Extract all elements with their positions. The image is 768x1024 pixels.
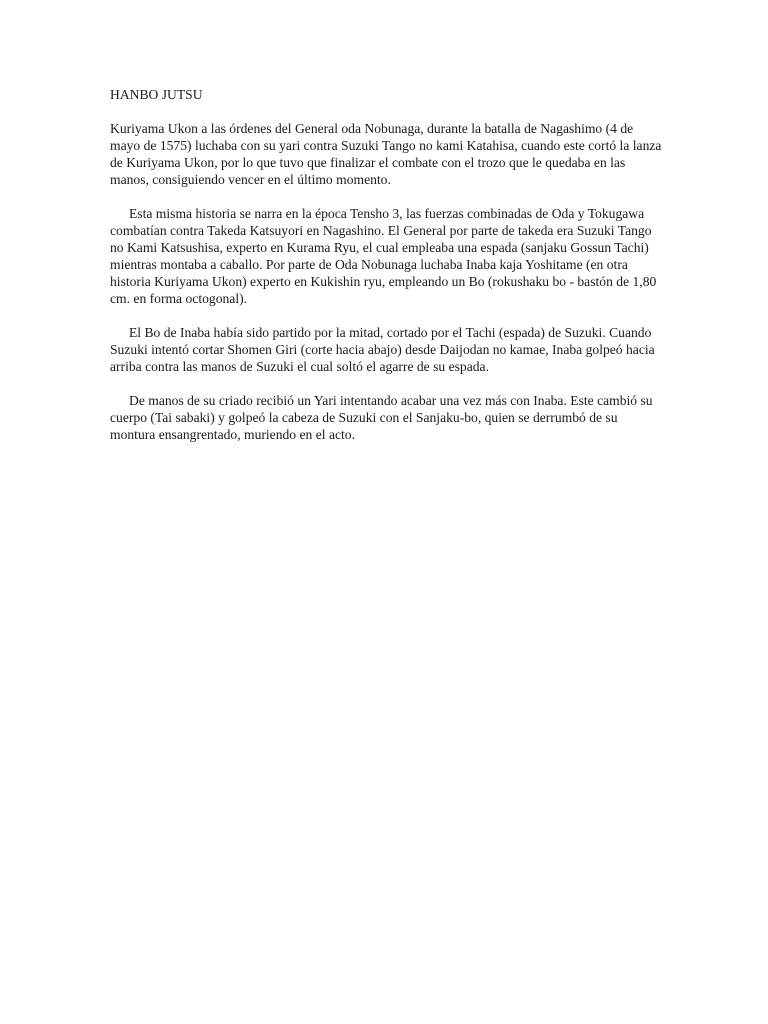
paragraph-4: De manos de su criado recibió un Yari intentando acabar una vez más con Inaba. Este cambió su cuerpo (Tai sabaki) y golpeó la cabeza de Suzuki con el Sanjaku-bo, quien se derrumbó de su montura ensangrentado, muriendo en el acto. xyxy=(110,393,653,442)
paragraph-2: Esta misma historia se narra en la época Tensho 3, las fuerzas combinadas de Oda y Tokugawa combatían contra Takeda Katsuyori en Nagashino. El General por parte de takeda era Suzuki Tango no Kami Katsushisa, experto en Kurama Ryu, el cual empleaba una espada (sanjaku Gossun Tachi) mientras montaba a caballo. Por parte de Oda Nobunaga luchaba Inaba kaja Yoshitame (en otra historia Kuriyama Ukon) experto en Kukishin ryu, empleando un Bo (rokushaku bo - bastón de 1,80 cm. en forma octogonal). xyxy=(110,206,657,306)
paragraph-3: El Bo de Inaba había sido partido por la mitad, cortado por el Tachi (espada) de Suzuki. Cuando Suzuki intentó cortar Shomen Giri (corte hacia abajo) desde Daijodan no kamae, Inaba golpeó hacia arriba contra las manos de Suzuki el cual soltó el agarre de su espada. xyxy=(110,325,655,374)
document-body xyxy=(110,86,662,460)
document-title: HANBO JUTSU xyxy=(110,87,203,102)
paragraph-1: Kuriyama Ukon a las órdenes del General oda Nobunaga, durante la batalla de Nagashimo (4 de mayo de 1575) luchaba con su yari contra Suzuki Tango no kami Katahisa, cuando este cortó la lanza de Kuriyama Ukon, por lo que tuvo que finalizar el combate con el trozo que le quedaba en las manos, consiguiendo vencer en el último momento. xyxy=(110,121,662,187)
